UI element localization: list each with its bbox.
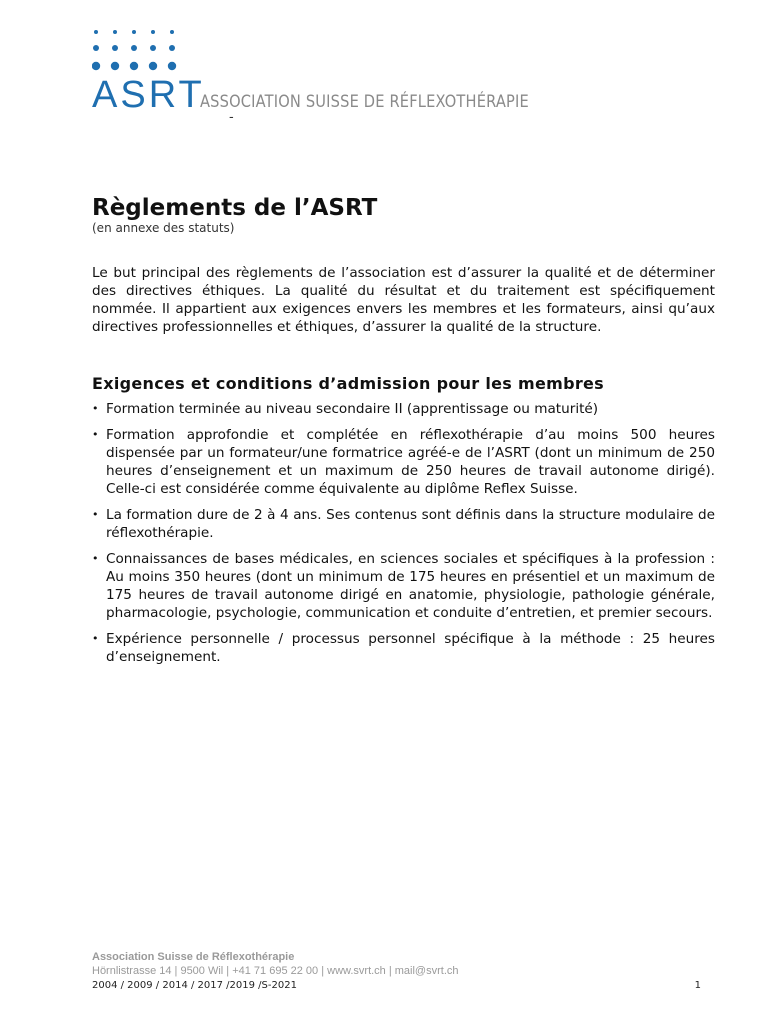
list-item bbox=[92, 400, 715, 418]
list-item bbox=[92, 630, 715, 666]
logo-acronym: ASRT bbox=[92, 74, 205, 116]
page-subtitle: (en annexe des statuts) bbox=[92, 221, 235, 235]
list-item-text: Formation terminée au niveau secondaire II (apprentissage ou maturité) bbox=[106, 401, 599, 417]
bullet-icon: • bbox=[92, 632, 99, 645]
intro-paragraph: Le but principal des règlements de l’association est d’assurer la qualité et de déterminer des directives éthiques. La qualité du résultat et du traitement est spécifiquement nommée. Il appartient aux exigences envers les membres et les formateurs, ainsi qu’aux directives professionnelles et éthiques, d’assurer la qualité de la structure. bbox=[92, 265, 715, 335]
logo-dots-icon bbox=[92, 28, 192, 78]
requirements-list bbox=[92, 400, 715, 674]
bullet-icon: • bbox=[92, 428, 99, 441]
page-number: 1 bbox=[694, 980, 701, 991]
list-item-text: Formation approfondie et complétée en réflexothérapie d’au moins 500 heures dispensée par un formateur/une formatrice agréé-e de l’ASRT (dont un minimum de 250 heures d’enseignement et un maximum de 250 heures de travail autonome dirigé). Celle-ci est considérée comme équivalente au diplôme Reflex Suisse. bbox=[106, 427, 715, 497]
list-item-text: Expérience personnelle / processus personnel spécifique à la méthode : 25 heures d’enseignement. bbox=[106, 631, 715, 665]
list-item bbox=[92, 426, 715, 498]
logo-full-name: ASSOCIATION SUISSE DE RÉFLEXOTHÉRAPIE bbox=[200, 92, 529, 112]
header-dash: - bbox=[229, 110, 234, 125]
page-footer bbox=[92, 950, 715, 993]
bullet-icon: • bbox=[92, 552, 99, 565]
footer-revisions: 2004 / 2009 / 2014 / 2017 /2019 /S-2021 bbox=[92, 980, 297, 991]
list-item-text: Connaissances de bases médicales, en sciences sociales et spécifiques à la profession : Au moins 350 heures (dont un minimum de 175 heures en présentiel et un maximum de 175 heures de travail autonome dirigé en anatomie, physiologie, pathologie générale, pharmacologie, psychologie, communication et conduite d’entretien, et premier secours. bbox=[106, 551, 715, 621]
list-item bbox=[92, 506, 715, 542]
list-item bbox=[92, 550, 715, 622]
bullet-icon: • bbox=[92, 402, 99, 415]
footer-bottom-row bbox=[92, 979, 715, 993]
page-title: Règlements de l’ASRT bbox=[92, 195, 378, 221]
list-item-text: La formation dure de 2 à 4 ans. Ses contenus sont définis dans la structure modulaire de réflexothérapie. bbox=[106, 507, 715, 541]
footer-organization: Association Suisse de Réflexothérapie bbox=[92, 951, 295, 963]
section-heading: Exigences et conditions d’admission pour les membres bbox=[92, 374, 605, 393]
bullet-icon: • bbox=[92, 508, 99, 521]
footer-address: Hörnlistrasse 14 | 9500 Wil | +41 71 695 22 00 | www.svrt.ch | mail@svrt.ch bbox=[92, 965, 459, 977]
